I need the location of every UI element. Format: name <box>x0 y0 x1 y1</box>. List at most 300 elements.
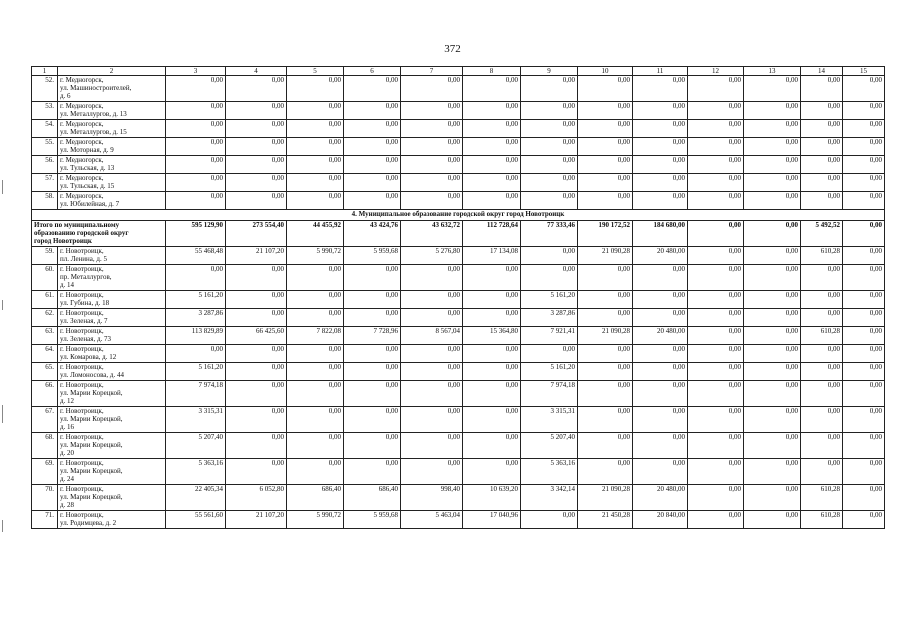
value-cell: 0,00 <box>401 309 463 327</box>
value-cell: 0,00 <box>578 192 633 210</box>
table-row <box>32 459 885 485</box>
value-cell: 7 822,08 <box>287 327 344 345</box>
table-row <box>32 511 885 529</box>
total-value: 273 554,40 <box>226 221 287 247</box>
value-cell: 686,40 <box>344 485 401 511</box>
value-cell: 0,00 <box>226 102 287 120</box>
total-value: 5 492,52 <box>801 221 843 247</box>
value-cell: 0,00 <box>744 102 801 120</box>
column-number: 8 <box>463 67 521 76</box>
value-cell: 0,00 <box>688 192 744 210</box>
value-cell: 0,00 <box>688 327 744 345</box>
value-cell: 0,00 <box>843 309 885 327</box>
row-number: 55. <box>32 138 58 156</box>
value-cell: 21 090,28 <box>578 247 633 265</box>
value-cell: 0,00 <box>744 459 801 485</box>
value-cell: 0,00 <box>287 76 344 102</box>
value-cell: 0,00 <box>843 247 885 265</box>
value-cell: 0,00 <box>287 459 344 485</box>
value-cell: 0,00 <box>801 174 843 192</box>
value-cell: 0,00 <box>226 309 287 327</box>
value-cell: 686,40 <box>287 485 344 511</box>
table-row <box>32 192 885 210</box>
value-cell: 0,00 <box>688 511 744 529</box>
value-cell: 0,00 <box>287 156 344 174</box>
value-cell: 0,00 <box>633 102 688 120</box>
table-row <box>32 102 885 120</box>
value-cell: 0,00 <box>578 76 633 102</box>
value-cell: 5 161,20 <box>521 363 578 381</box>
value-cell: 0,00 <box>801 407 843 433</box>
value-cell: 0,00 <box>166 156 226 174</box>
value-cell: 0,00 <box>287 265 344 291</box>
column-number: 11 <box>633 67 688 76</box>
value-cell: 5 959,68 <box>344 511 401 529</box>
value-cell: 0,00 <box>463 363 521 381</box>
address-cell: г. Медногорск, ул. Тульская, д. 15 <box>58 174 166 192</box>
value-cell: 21 450,28 <box>578 511 633 529</box>
value-cell: 0,00 <box>688 309 744 327</box>
value-cell: 0,00 <box>801 381 843 407</box>
value-cell: 21 090,28 <box>578 327 633 345</box>
value-cell: 0,00 <box>801 138 843 156</box>
address-cell: г. Новотроицк, ул. Марии Корецкой, д. 24 <box>58 459 166 485</box>
column-number: 10 <box>578 67 633 76</box>
value-cell: 0,00 <box>843 485 885 511</box>
value-cell: 0,00 <box>578 138 633 156</box>
address-cell: г. Медногорск, ул. Моторная, д. 9 <box>58 138 166 156</box>
table-row <box>32 291 885 309</box>
value-cell: 0,00 <box>688 102 744 120</box>
value-cell: 0,00 <box>744 345 801 363</box>
value-cell: 0,00 <box>463 76 521 102</box>
value-cell: 0,00 <box>843 459 885 485</box>
value-cell: 0,00 <box>843 291 885 309</box>
value-cell: 0,00 <box>401 102 463 120</box>
row-number: 68. <box>32 433 58 459</box>
value-cell: 0,00 <box>801 459 843 485</box>
value-cell: 20 480,00 <box>633 247 688 265</box>
value-cell: 0,00 <box>843 511 885 529</box>
value-cell: 0,00 <box>226 265 287 291</box>
column-number: 12 <box>688 67 744 76</box>
value-cell: 0,00 <box>287 381 344 407</box>
value-cell: 0,00 <box>463 120 521 138</box>
value-cell: 0,00 <box>344 291 401 309</box>
value-cell: 0,00 <box>744 511 801 529</box>
value-cell: 0,00 <box>744 407 801 433</box>
value-cell: 0,00 <box>166 76 226 102</box>
value-cell: 0,00 <box>578 407 633 433</box>
value-cell: 5 161,20 <box>521 291 578 309</box>
address-cell: г. Новотроицк, пл. Ленина, д. 5 <box>58 247 166 265</box>
value-cell: 0,00 <box>633 459 688 485</box>
value-cell: 0,00 <box>344 76 401 102</box>
value-cell: 0,00 <box>401 407 463 433</box>
value-cell: 17 134,08 <box>463 247 521 265</box>
row-number: 65. <box>32 363 58 381</box>
value-cell: 5 959,68 <box>344 247 401 265</box>
value-cell: 0,00 <box>401 381 463 407</box>
value-cell: 0,00 <box>344 120 401 138</box>
value-cell: 0,00 <box>744 485 801 511</box>
value-cell: 0,00 <box>401 363 463 381</box>
section-title: 4. Муниципальное образование городской округ город Новотроицк <box>32 210 885 221</box>
row-number: 58. <box>32 192 58 210</box>
value-cell: 0,00 <box>633 309 688 327</box>
value-cell: 0,00 <box>744 120 801 138</box>
value-cell: 7 974,18 <box>521 381 578 407</box>
value-cell: 0,00 <box>344 459 401 485</box>
value-cell: 0,00 <box>578 102 633 120</box>
row-number: 52. <box>32 76 58 102</box>
value-cell: 0,00 <box>344 174 401 192</box>
value-cell: 5 363,16 <box>521 459 578 485</box>
value-cell: 0,00 <box>801 433 843 459</box>
value-cell: 0,00 <box>287 407 344 433</box>
value-cell: 0,00 <box>463 381 521 407</box>
value-cell: 0,00 <box>843 192 885 210</box>
value-cell: 0,00 <box>843 381 885 407</box>
value-cell: 0,00 <box>401 138 463 156</box>
section-title-row <box>32 210 885 221</box>
column-number: 6 <box>344 67 401 76</box>
value-cell: 0,00 <box>287 174 344 192</box>
value-cell: 7 728,96 <box>344 327 401 345</box>
value-cell: 0,00 <box>688 291 744 309</box>
value-cell: 0,00 <box>688 76 744 102</box>
value-cell: 0,00 <box>344 102 401 120</box>
value-cell: 0,00 <box>744 174 801 192</box>
row-number: 59. <box>32 247 58 265</box>
value-cell: 0,00 <box>344 363 401 381</box>
row-number: 67. <box>32 407 58 433</box>
value-cell: 5 207,40 <box>166 433 226 459</box>
value-cell: 0,00 <box>843 363 885 381</box>
total-value: 0,00 <box>744 221 801 247</box>
value-cell: 0,00 <box>633 363 688 381</box>
column-number: 2 <box>58 67 166 76</box>
value-cell: 0,00 <box>401 459 463 485</box>
value-cell: 17 040,96 <box>463 511 521 529</box>
value-cell: 0,00 <box>463 291 521 309</box>
value-cell: 0,00 <box>401 265 463 291</box>
value-cell: 0,00 <box>744 265 801 291</box>
data-table <box>31 66 885 529</box>
value-cell: 0,00 <box>401 192 463 210</box>
value-cell: 3 287,86 <box>166 309 226 327</box>
value-cell: 0,00 <box>688 120 744 138</box>
value-cell: 0,00 <box>688 381 744 407</box>
value-cell: 610,28 <box>801 247 843 265</box>
value-cell: 0,00 <box>463 174 521 192</box>
value-cell: 5 990,72 <box>287 511 344 529</box>
value-cell: 3 342,14 <box>521 485 578 511</box>
value-cell: 0,00 <box>521 345 578 363</box>
value-cell: 7 974,18 <box>166 381 226 407</box>
column-number: 9 <box>521 67 578 76</box>
value-cell: 0,00 <box>801 156 843 174</box>
value-cell: 0,00 <box>521 265 578 291</box>
value-cell: 21 090,28 <box>578 485 633 511</box>
value-cell: 0,00 <box>578 156 633 174</box>
column-number: 13 <box>744 67 801 76</box>
row-number: 71. <box>32 511 58 529</box>
value-cell: 0,00 <box>521 511 578 529</box>
value-cell: 5 161,20 <box>166 363 226 381</box>
value-cell: 0,00 <box>521 120 578 138</box>
value-cell: 0,00 <box>801 363 843 381</box>
value-cell: 0,00 <box>166 174 226 192</box>
value-cell: 21 107,20 <box>226 511 287 529</box>
value-cell: 0,00 <box>226 345 287 363</box>
total-value: 77 333,46 <box>521 221 578 247</box>
row-number: 63. <box>32 327 58 345</box>
column-number: 5 <box>287 67 344 76</box>
row-number: 56. <box>32 156 58 174</box>
address-cell: г. Медногорск, ул. Металлургов, д. 13 <box>58 102 166 120</box>
value-cell: 0,00 <box>287 433 344 459</box>
table-row <box>32 247 885 265</box>
total-value: 184 680,00 <box>633 221 688 247</box>
value-cell: 0,00 <box>633 381 688 407</box>
value-cell: 610,28 <box>801 327 843 345</box>
value-cell: 55 468,48 <box>166 247 226 265</box>
table-row <box>32 138 885 156</box>
value-cell: 0,00 <box>521 102 578 120</box>
value-cell: 0,00 <box>801 102 843 120</box>
value-cell: 0,00 <box>688 363 744 381</box>
value-cell: 0,00 <box>226 138 287 156</box>
value-cell: 0,00 <box>578 459 633 485</box>
value-cell: 0,00 <box>744 192 801 210</box>
value-cell: 0,00 <box>226 291 287 309</box>
value-cell: 0,00 <box>744 381 801 407</box>
value-cell: 0,00 <box>226 381 287 407</box>
value-cell: 0,00 <box>344 381 401 407</box>
address-cell: г. Новотроицк, ул. Комарова, д. 12 <box>58 345 166 363</box>
value-cell: 0,00 <box>801 309 843 327</box>
column-number: 7 <box>401 67 463 76</box>
value-cell: 0,00 <box>401 156 463 174</box>
scan-edge-mark <box>2 520 3 532</box>
address-cell: г. Новотроицк, ул. Зеленая, д. 73 <box>58 327 166 345</box>
value-cell: 0,00 <box>226 120 287 138</box>
value-cell: 0,00 <box>688 138 744 156</box>
value-cell: 0,00 <box>344 345 401 363</box>
table-row <box>32 381 885 407</box>
value-cell: 0,00 <box>578 174 633 192</box>
value-cell: 0,00 <box>744 433 801 459</box>
row-number: 66. <box>32 381 58 407</box>
value-cell: 0,00 <box>578 265 633 291</box>
value-cell: 0,00 <box>463 265 521 291</box>
value-cell: 0,00 <box>744 247 801 265</box>
column-number: 14 <box>801 67 843 76</box>
row-number: 60. <box>32 265 58 291</box>
value-cell: 0,00 <box>166 102 226 120</box>
value-cell: 0,00 <box>688 265 744 291</box>
value-cell: 0,00 <box>843 174 885 192</box>
address-cell: г. Новотроицк, ул. Марии Корецкой, д. 28 <box>58 485 166 511</box>
total-value: 43 424,76 <box>344 221 401 247</box>
value-cell: 20 480,00 <box>633 327 688 345</box>
total-value: 43 632,72 <box>401 221 463 247</box>
value-cell: 3 315,31 <box>521 407 578 433</box>
value-cell: 0,00 <box>287 291 344 309</box>
row-number: 54. <box>32 120 58 138</box>
value-cell: 0,00 <box>843 138 885 156</box>
value-cell: 0,00 <box>344 138 401 156</box>
value-cell: 20 480,00 <box>633 485 688 511</box>
value-cell: 0,00 <box>344 407 401 433</box>
value-cell: 0,00 <box>344 309 401 327</box>
value-cell: 0,00 <box>463 192 521 210</box>
value-cell: 0,00 <box>166 120 226 138</box>
value-cell: 0,00 <box>744 327 801 345</box>
value-cell: 8 567,04 <box>401 327 463 345</box>
value-cell: 0,00 <box>578 120 633 138</box>
value-cell: 0,00 <box>287 363 344 381</box>
value-cell: 0,00 <box>801 265 843 291</box>
value-cell: 0,00 <box>226 363 287 381</box>
value-cell: 0,00 <box>463 459 521 485</box>
value-cell: 0,00 <box>843 156 885 174</box>
value-cell: 5 276,80 <box>401 247 463 265</box>
value-cell: 998,40 <box>401 485 463 511</box>
value-cell: 0,00 <box>801 192 843 210</box>
address-cell: г. Новотроицк, пр. Металлургов, д. 14 <box>58 265 166 291</box>
column-number-header <box>32 67 885 76</box>
address-cell: г. Медногорск, ул. Юбилейная, д. 7 <box>58 192 166 210</box>
value-cell: 5 463,04 <box>401 511 463 529</box>
value-cell: 3 287,86 <box>521 309 578 327</box>
value-cell: 0,00 <box>287 102 344 120</box>
value-cell: 21 107,20 <box>226 247 287 265</box>
table-row <box>32 309 885 327</box>
value-cell: 0,00 <box>463 156 521 174</box>
value-cell: 0,00 <box>633 433 688 459</box>
row-number: 61. <box>32 291 58 309</box>
value-cell: 0,00 <box>463 345 521 363</box>
value-cell: 0,00 <box>344 433 401 459</box>
value-cell: 0,00 <box>843 407 885 433</box>
value-cell: 610,28 <box>801 485 843 511</box>
value-cell: 5 990,72 <box>287 247 344 265</box>
value-cell: 0,00 <box>226 433 287 459</box>
value-cell: 0,00 <box>401 174 463 192</box>
value-cell: 0,00 <box>287 309 344 327</box>
value-cell: 22 405,34 <box>166 485 226 511</box>
value-cell: 0,00 <box>744 291 801 309</box>
value-cell: 0,00 <box>843 102 885 120</box>
address-cell: г. Новотроицк, ул. Марии Корецкой, д. 16 <box>58 407 166 433</box>
table-row <box>32 76 885 102</box>
scan-edge-mark <box>2 405 3 423</box>
value-cell: 0,00 <box>344 192 401 210</box>
value-cell: 0,00 <box>633 156 688 174</box>
value-cell: 0,00 <box>633 265 688 291</box>
value-cell: 0,00 <box>843 433 885 459</box>
value-cell: 0,00 <box>166 345 226 363</box>
value-cell: 0,00 <box>744 76 801 102</box>
table-row <box>32 345 885 363</box>
total-value: 0,00 <box>843 221 885 247</box>
scan-edge-mark <box>2 300 3 310</box>
address-cell: г. Новотроицк, ул. Ломоносова, д. 44 <box>58 363 166 381</box>
table-row <box>32 433 885 459</box>
value-cell: 0,00 <box>843 120 885 138</box>
value-cell: 0,00 <box>633 192 688 210</box>
value-cell: 0,00 <box>463 309 521 327</box>
value-cell: 113 829,89 <box>166 327 226 345</box>
value-cell: 0,00 <box>688 174 744 192</box>
column-number: 1 <box>32 67 58 76</box>
value-cell: 0,00 <box>843 327 885 345</box>
value-cell: 5 207,40 <box>521 433 578 459</box>
value-cell: 0,00 <box>226 192 287 210</box>
value-cell: 0,00 <box>226 156 287 174</box>
table-row <box>32 120 885 138</box>
value-cell: 0,00 <box>688 433 744 459</box>
address-cell: г. Медногорск, ул. Машиностроителей, д. 6 <box>58 76 166 102</box>
table-row <box>32 156 885 174</box>
value-cell: 0,00 <box>463 433 521 459</box>
row-number: 57. <box>32 174 58 192</box>
value-cell: 7 921,41 <box>521 327 578 345</box>
value-cell: 0,00 <box>744 138 801 156</box>
table-row <box>32 363 885 381</box>
value-cell: 0,00 <box>401 433 463 459</box>
value-cell: 0,00 <box>166 138 226 156</box>
value-cell: 0,00 <box>633 76 688 102</box>
value-cell: 0,00 <box>744 309 801 327</box>
scan-edge-mark <box>2 180 3 194</box>
value-cell: 0,00 <box>578 309 633 327</box>
value-cell: 0,00 <box>226 407 287 433</box>
value-cell: 15 364,80 <box>463 327 521 345</box>
value-cell: 0,00 <box>801 345 843 363</box>
value-cell: 0,00 <box>226 174 287 192</box>
total-value: 0,00 <box>688 221 744 247</box>
value-cell: 0,00 <box>344 265 401 291</box>
value-cell: 0,00 <box>843 345 885 363</box>
row-number: 69. <box>32 459 58 485</box>
total-value: 44 455,92 <box>287 221 344 247</box>
total-row <box>32 221 885 247</box>
table-row <box>32 485 885 511</box>
value-cell: 0,00 <box>401 291 463 309</box>
value-cell: 0,00 <box>744 156 801 174</box>
value-cell: 0,00 <box>344 156 401 174</box>
value-cell: 0,00 <box>688 485 744 511</box>
value-cell: 0,00 <box>688 156 744 174</box>
value-cell: 0,00 <box>633 291 688 309</box>
total-value: 595 129,90 <box>166 221 226 247</box>
value-cell: 0,00 <box>226 459 287 485</box>
value-cell: 0,00 <box>287 192 344 210</box>
value-cell: 0,00 <box>463 102 521 120</box>
value-cell: 3 315,31 <box>166 407 226 433</box>
address-cell: г. Новотроицк, ул. Марии Корецкой, д. 20 <box>58 433 166 459</box>
value-cell: 0,00 <box>843 76 885 102</box>
value-cell: 0,00 <box>633 120 688 138</box>
value-cell: 0,00 <box>521 192 578 210</box>
value-cell: 0,00 <box>688 459 744 485</box>
value-cell: 0,00 <box>463 138 521 156</box>
value-cell: 0,00 <box>633 174 688 192</box>
value-cell: 0,00 <box>521 156 578 174</box>
